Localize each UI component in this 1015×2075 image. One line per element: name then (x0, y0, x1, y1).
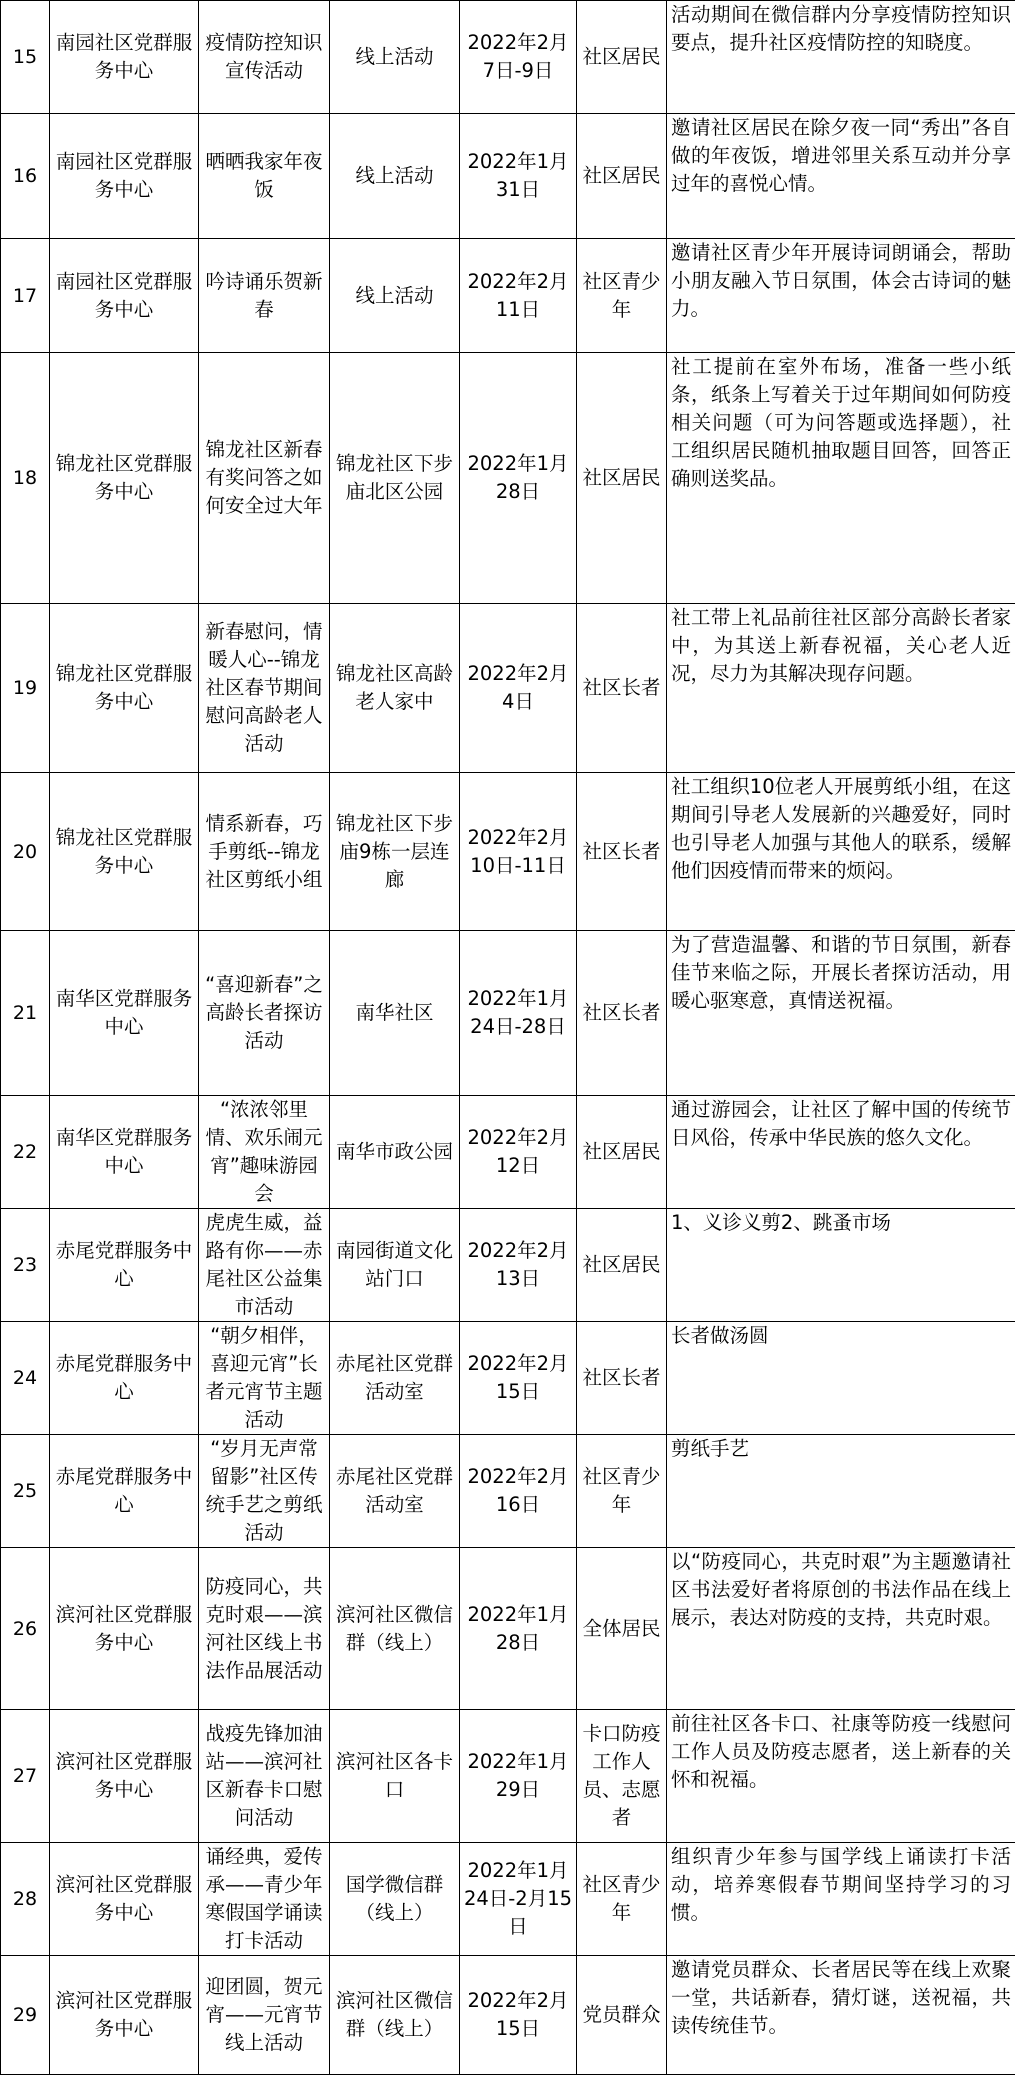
row-number-cell: 17 (1, 239, 50, 353)
description-cell: 以“防疫同心，共克时艰”为主题邀请社区书法爱好者将原创的书法作品在线上展示，表达对防疫的支持，共克时艰。 (667, 1548, 1015, 1710)
audience-cell: 社区青少年 (577, 239, 667, 353)
organizer-cell: 锦龙社区党群服务中心 (50, 604, 199, 773)
activity-name-cell: 情系新春，巧手剪纸--锦龙社区剪纸小组 (199, 773, 330, 931)
table-body (1, 1, 1015, 2075)
audience-cell: 社区长者 (577, 604, 667, 773)
row-number-cell: 24 (1, 1322, 50, 1435)
date-cell: 2022年1月29日 (460, 1710, 577, 1843)
description-cell: 邀请党员群众、长者居民等在线上欢聚一堂，共话新春，猜灯谜，送祝福，共读传统佳节。 (667, 1956, 1015, 2075)
table-row (1, 114, 1015, 239)
location-cell: 滨河社区微信群（线上） (330, 1548, 460, 1710)
audience-cell: 社区居民 (577, 1, 667, 114)
organizer-cell: 赤尾党群服务中心 (50, 1322, 199, 1435)
description-cell: 长者做汤圆 (667, 1322, 1015, 1435)
organizer-cell: 南园社区党群服务中心 (50, 239, 199, 353)
activity-name-cell: 锦龙社区新春有奖问答之如何安全过大年 (199, 353, 330, 604)
location-cell: 滨河社区各卡口 (330, 1710, 460, 1843)
activity-name-cell: 吟诗诵乐贺新春 (199, 239, 330, 353)
organizer-cell: 南华区党群服务中心 (50, 1096, 199, 1209)
date-cell: 2022年1月24日-28日 (460, 931, 577, 1096)
date-cell: 2022年1月28日 (460, 1548, 577, 1710)
location-cell: 线上活动 (330, 239, 460, 353)
row-number-cell: 23 (1, 1209, 50, 1322)
organizer-cell: 赤尾党群服务中心 (50, 1435, 199, 1548)
date-cell: 2022年2月12日 (460, 1096, 577, 1209)
audience-cell: 社区长者 (577, 931, 667, 1096)
activity-name-cell: 战疫先锋加油站——滨河社区新春卡口慰问活动 (199, 1710, 330, 1843)
row-number-cell: 28 (1, 1843, 50, 1956)
organizer-cell: 南华区党群服务中心 (50, 931, 199, 1096)
organizer-cell: 锦龙社区党群服务中心 (50, 773, 199, 931)
activity-name-cell: 虎虎生威，益路有你——赤尾社区公益集市活动 (199, 1209, 330, 1322)
row-number-cell: 19 (1, 604, 50, 773)
table-row (1, 1209, 1015, 1322)
date-cell: 2022年2月11日 (460, 239, 577, 353)
activity-name-cell: “岁月无声常留影”社区传统手艺之剪纸活动 (199, 1435, 330, 1548)
location-cell: 南华市政公园 (330, 1096, 460, 1209)
date-cell: 2022年2月15日 (460, 1956, 577, 2075)
row-number-cell: 21 (1, 931, 50, 1096)
row-number-cell: 27 (1, 1710, 50, 1843)
description-cell: 前往社区各卡口、社康等防疫一线慰问工作人员及防疫志愿者，送上新春的关怀和祝福。 (667, 1710, 1015, 1843)
table-row (1, 1, 1015, 114)
audience-cell: 社区青少年 (577, 1843, 667, 1956)
description-cell: 剪纸手艺 (667, 1435, 1015, 1548)
description-cell: 社工带上礼品前往社区部分高龄长者家中，为其送上新春祝福，关心老人近况，尽力为其解决现存问题。 (667, 604, 1015, 773)
row-number-cell: 29 (1, 1956, 50, 2075)
organizer-cell: 滨河社区党群服务中心 (50, 1710, 199, 1843)
location-cell: 赤尾社区党群活动室 (330, 1435, 460, 1548)
row-number-cell: 18 (1, 353, 50, 604)
table-row (1, 353, 1015, 604)
location-cell: 锦龙社区下步庙北区公园 (330, 353, 460, 604)
table-row (1, 931, 1015, 1096)
table-row (1, 773, 1015, 931)
table-row (1, 1548, 1015, 1710)
date-cell: 2022年1月24日-2月15日 (460, 1843, 577, 1956)
audience-cell: 社区长者 (577, 1322, 667, 1435)
date-cell: 2022年2月10日-11日 (460, 773, 577, 931)
activity-name-cell: “朝夕相伴，喜迎元宵”长者元宵节主题活动 (199, 1322, 330, 1435)
row-number-cell: 20 (1, 773, 50, 931)
date-cell: 2022年2月4日 (460, 604, 577, 773)
table-row (1, 1710, 1015, 1843)
activity-name-cell: “浓浓邻里情、欢乐闹元宵”趣味游园会 (199, 1096, 330, 1209)
description-cell: 社工组织10位老人开展剪纸小组，在这期间引导老人发展新的兴趣爱好，同时也引导老人加强与其他人的联系，缓解他们因疫情而带来的烦闷。 (667, 773, 1015, 931)
description-cell: 邀请社区居民在除夕夜一同“秀出”各自做的年夜饭，增进邻里关系互动并分享过年的喜悦心情。 (667, 114, 1015, 239)
row-number-cell: 22 (1, 1096, 50, 1209)
description-cell: 社工提前在室外布场，准备一些小纸条，纸条上写着关于过年期间如何防疫相关问题（可为问答题或选择题），社工组织居民随机抽取题目回答，回答正确则送奖品。 (667, 353, 1015, 604)
location-cell: 锦龙社区高龄老人家中 (330, 604, 460, 773)
location-cell: 线上活动 (330, 1, 460, 114)
audience-cell: 党员群众 (577, 1956, 667, 2075)
description-cell: 为了营造温馨、和谐的节日氛围，新春佳节来临之际，开展长者探访活动，用暖心驱寒意，真情送祝福。 (667, 931, 1015, 1096)
organizer-cell: 滨河社区党群服务中心 (50, 1843, 199, 1956)
audience-cell: 社区居民 (577, 1096, 667, 1209)
location-cell: 赤尾社区党群活动室 (330, 1322, 460, 1435)
activity-name-cell: “喜迎新春”之高龄长者探访活动 (199, 931, 330, 1096)
table-row (1, 1435, 1015, 1548)
organizer-cell: 滨河社区党群服务中心 (50, 1956, 199, 2075)
location-cell: 线上活动 (330, 114, 460, 239)
date-cell: 2022年2月13日 (460, 1209, 577, 1322)
table-row (1, 239, 1015, 353)
audience-cell: 社区居民 (577, 353, 667, 604)
activity-name-cell: 诵经典，爱传承——青少年寒假国学诵读打卡活动 (199, 1843, 330, 1956)
activity-name-cell: 新春慰问，情暖人心--锦龙社区春节期间慰问高龄老人活动 (199, 604, 330, 773)
date-cell: 2022年2月15日 (460, 1322, 577, 1435)
audience-cell: 全体居民 (577, 1548, 667, 1710)
table-row (1, 1322, 1015, 1435)
table-row (1, 1843, 1015, 1956)
audience-cell: 社区长者 (577, 773, 667, 931)
activity-name-cell: 迎团圆，贺元宵——元宵节线上活动 (199, 1956, 330, 2075)
location-cell: 国学微信群（线上） (330, 1843, 460, 1956)
organizer-cell: 滨河社区党群服务中心 (50, 1548, 199, 1710)
description-cell: 活动期间在微信群内分享疫情防控知识要点，提升社区疫情防控的知晓度。 (667, 1, 1015, 114)
organizer-cell: 赤尾党群服务中心 (50, 1209, 199, 1322)
organizer-cell: 南园社区党群服务中心 (50, 114, 199, 239)
table-row (1, 1096, 1015, 1209)
date-cell: 2022年1月31日 (460, 114, 577, 239)
organizer-cell: 南园社区党群服务中心 (50, 1, 199, 114)
date-cell: 2022年2月7日-9日 (460, 1, 577, 114)
description-cell: 组织青少年参与国学线上诵读打卡活动，培养寒假春节期间坚持学习的习惯。 (667, 1843, 1015, 1956)
audience-cell: 卡口防疫工作人员、志愿者 (577, 1710, 667, 1843)
activity-name-cell: 防疫同心，共克时艰——滨河社区线上书法作品展活动 (199, 1548, 330, 1710)
activity-name-cell: 疫情防控知识宣传活动 (199, 1, 330, 114)
description-cell: 邀请社区青少年开展诗词朗诵会，帮助小朋友融入节日氛围，体会古诗词的魅力。 (667, 239, 1015, 353)
row-number-cell: 16 (1, 114, 50, 239)
location-cell: 锦龙社区下步庙9栋一层连廊 (330, 773, 460, 931)
activity-name-cell: 晒晒我家年夜饭 (199, 114, 330, 239)
description-cell: 1、义诊义剪2、跳蚤市场 (667, 1209, 1015, 1322)
row-number-cell: 25 (1, 1435, 50, 1548)
location-cell: 滨河社区微信群（线上） (330, 1956, 460, 2075)
audience-cell: 社区青少年 (577, 1435, 667, 1548)
date-cell: 2022年2月16日 (460, 1435, 577, 1548)
description-cell: 通过游园会，让社区了解中国的传统节日风俗，传承中华民族的悠久文化。 (667, 1096, 1015, 1209)
location-cell: 南华社区 (330, 931, 460, 1096)
table-row (1, 1956, 1015, 2075)
organizer-cell: 锦龙社区党群服务中心 (50, 353, 199, 604)
row-number-cell: 15 (1, 1, 50, 114)
date-cell: 2022年1月28日 (460, 353, 577, 604)
row-number-cell: 26 (1, 1548, 50, 1710)
table-row (1, 604, 1015, 773)
audience-cell: 社区居民 (577, 114, 667, 239)
audience-cell: 社区居民 (577, 1209, 667, 1322)
location-cell: 南园街道文化站门口 (330, 1209, 460, 1322)
